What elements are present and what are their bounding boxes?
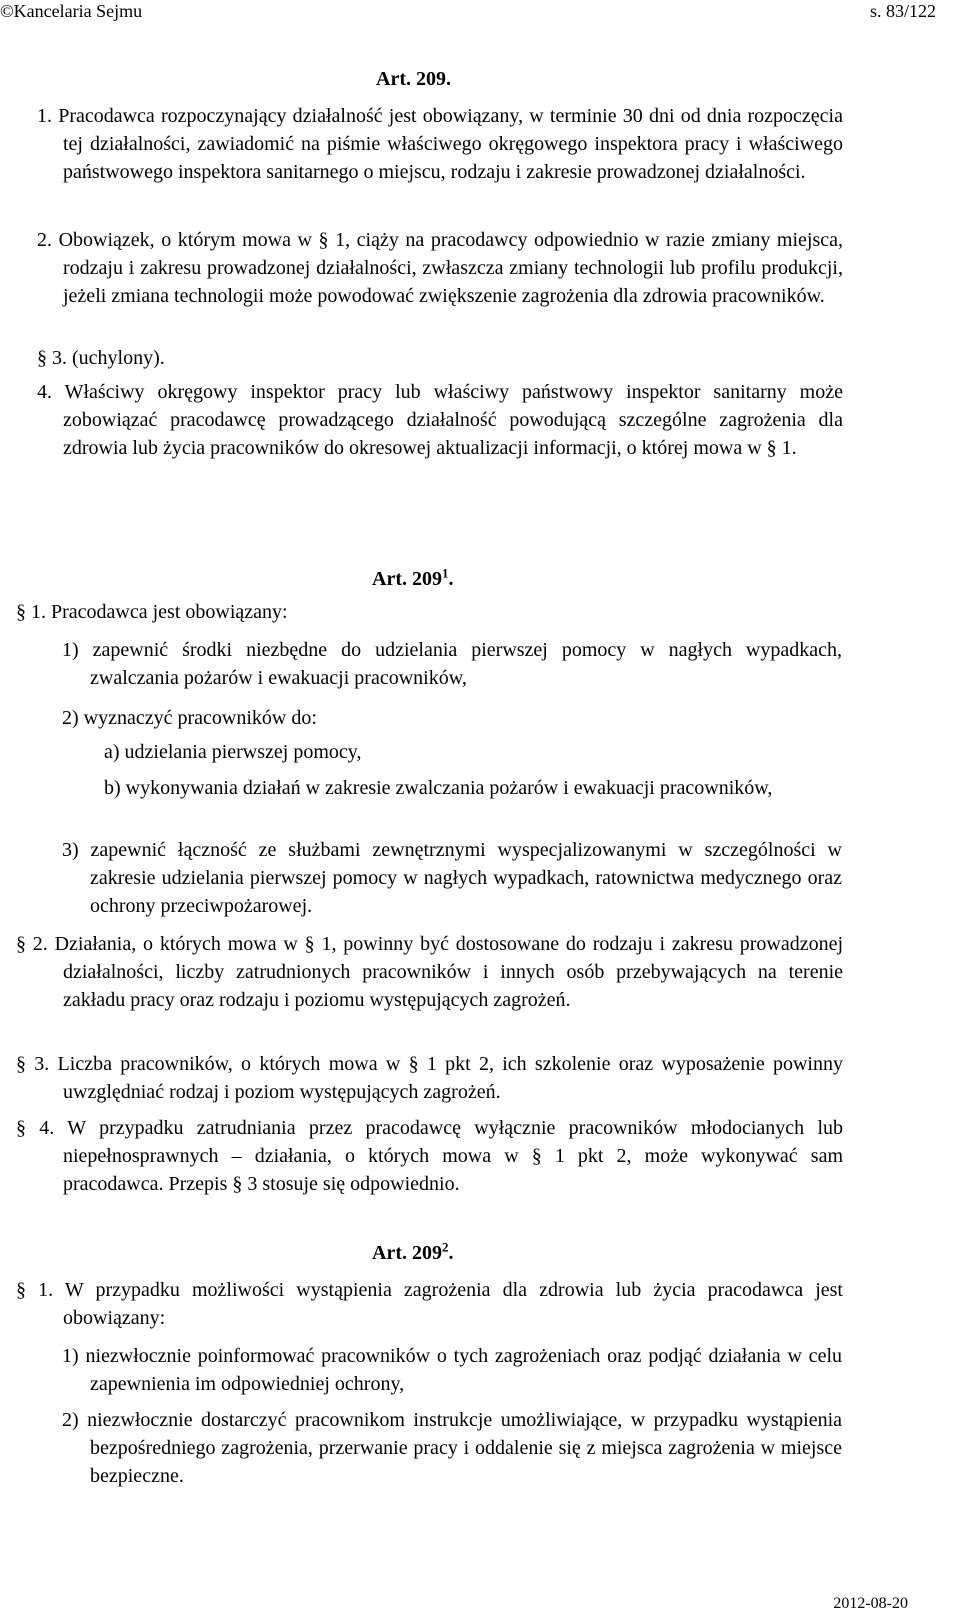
art-209-1-title-main: Art. 209 <box>372 568 442 590</box>
art-209-1-par-3: § 3. Liczba pracowników, o których mowa w § 1 pkt 2, ich szkolenie oraz wyposażenie powinny uwzględniać rodzaj i poziom występujących zagrożeń. <box>16 1053 843 1103</box>
art-209-1-item-1: 1) zapewnić środki niezbędne do udzielania pierwszej pomocy w nagłych wypadkach, zwalczania pożarów i ewakuacji pracowników, <box>62 639 842 689</box>
art-209-2-title-main: Art. 209 <box>372 1242 442 1264</box>
art-209-title: Art. 209. <box>376 68 451 90</box>
art-209-1-item-2: 2) wyznaczyć pracowników do: <box>62 707 317 729</box>
art-209-1-par-4: § 4. W przypadku zatrudniania przez pracodawcę wyłącznie pracowników młodocianych lub niepełnosprawnych – działania, o których mowa w § 1 pkt 2, może wykonywać sam pracodawca. Przepis § 3 stosuje się odpowiednio. <box>16 1117 843 1195</box>
art-209-par-1: 1. Pracodawca rozpoczynający działalność jest obowiązany, w terminie 30 dni od dnia rozpoczęcia tej działalności, zawiadomić na piśmie właściwego okręgowego inspektora pracy i właściwego państwowego inspektora sanitarnego o miejscu, rodzaju i zakresie prowadzonej działalności. <box>37 105 843 183</box>
art-209-2-item-2: 2) niezwłocznie dostarczyć pracownikom instrukcje umożliwiające, w przypadku wystąpienia bezpośredniego zagrożenia, przerwanie pracy i oddalenie się z miejsca zagrożenia w miejsce bezpieczne. <box>62 1409 842 1487</box>
art-209-1-title-sup: 1 <box>441 565 449 581</box>
art-209-2-item-1: 1) niezwłocznie poinformować pracowników o tych zagrożeniach oraz podjąć działania w celu zapewnienia im odpowiedniej ochrony, <box>62 1345 842 1395</box>
art-209-2-title <box>372 1240 453 1266</box>
art-209-1-item-2a: a) udzielania pierwszej pomocy, <box>104 741 362 763</box>
art-209-par-4: 4. Właściwy okręgowy inspektor pracy lub właściwy państwowy inspektor sanitarny może zobowiązać pracodawcę prowadzącego działalność powodującą szczególne zagrożenia dla zdrowia lub życia pracowników do okresowej aktualizacji informacji, o której mowa w § 1. <box>37 381 843 459</box>
header-page-number: s. 83/122 <box>869 1 936 21</box>
art-209-1-item-2b: b) wykonywania działań w zakresie zwalczania pożarów i ewakuacji pracowników, <box>104 777 773 799</box>
header-copyright: ©Kancelaria Sejmu <box>0 1 143 21</box>
art-209-1-item-3: 3) zapewnić łączność ze służbami zewnętrznymi wyspecjalizowanymi w szczególności w zakresie udzielania pierwszej pomocy w nagłych wypadkach, ratownictwa medycznego oraz ochrony przeciwpożarowej. <box>62 839 842 917</box>
art-209-par-3: § 3. (uchylony). <box>37 347 165 369</box>
art-209-1-par-2: § 2. Działania, o których mowa w § 1, powinny być dostosowane do rodzaju i zakresu prowadzonej działalności, liczby zatrudnionych pracowników i innych osób przebywających na terenie zakładu pracy oraz rodzaju i poziomu występujących zagrożeń. <box>16 933 843 1011</box>
art-209-2-par-1-lead: § 1. W przypadku możliwości wystąpienia zagrożenia dla zdrowia lub życia pracodawca jest obowiązany: <box>16 1279 843 1329</box>
art-209-2-title-sup: 2 <box>441 1239 449 1255</box>
footer-date: 2012-08-20 <box>833 1595 908 1612</box>
art-209-par-2: 2. Obowiązek, o którym mowa w § 1, ciąży na pracodawcy odpowiednio w razie zmiany miejsca, rodzaju i zakresu prowadzonej działalności, zwłaszcza zmiany technologii lub profilu produkcji, jeżeli zmiana technologii może powodować zwiększenie zagrożenia dla zdrowia pracowników. <box>37 229 843 307</box>
art-209-1-title <box>372 566 453 592</box>
art-209-2-title-end: . <box>448 1242 454 1264</box>
art-209-1-par-1-lead: § 1. Pracodawca jest obowiązany: <box>16 601 288 623</box>
art-209-1-title-end: . <box>448 568 454 590</box>
